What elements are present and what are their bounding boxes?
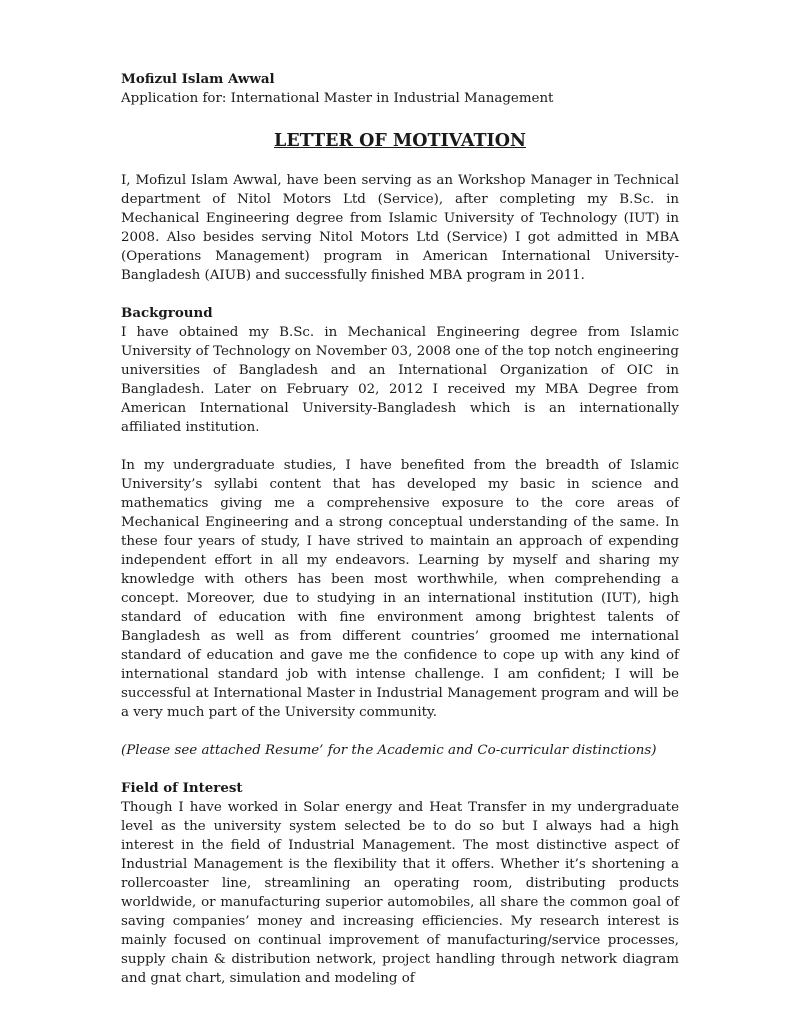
applicant-name: Mofizul Islam Awwal bbox=[121, 71, 275, 87]
background-paragraph-1: I have obtained my B.Sc. in Mechanical Engineering degree from Islamic University of Technology on November 03, 2008 one of the top notch engineering universities of Bangladesh and an International Organization of OIC in Bangladesh. Later on February 02, 2012 I received my MBA Degree from American International University-Bangladesh which is an internationally affiliated institution. bbox=[121, 325, 679, 435]
background-heading: Background bbox=[121, 305, 213, 321]
field-of-interest-heading: Field of Interest bbox=[121, 780, 243, 796]
background-paragraph-2: In my undergraduate studies, I have benefited from the breadth of Islamic University’s syllabi content that has developed my basic in science and mathematics giving me a comprehensive exposure to the core areas of Mechanical Engineering and a strong conceptual understanding of the same. In these four years of study, I have strived to maintain an approach of expending independent effort in all my endeavors. Learning by myself and sharing my knowledge with others has been most worthwhile, when comprehending a concept. Moreover, due to studying in an international institution (IUT), high standard of education with fine environment among brightest talents of Bangladesh as well as from different countries’ groomed me international standard of education and gave me the confidence to cope up with any kind of international standard job with intense challenge. I am confident; I will be successful at International Master in Industrial Management program and will be a very much part of the University community. bbox=[121, 458, 679, 720]
application-line: Application for: International Master in Industrial Management bbox=[121, 91, 554, 106]
intro-paragraph: I, Mofizul Islam Awwal, have been serving as an Workshop Manager in Technical department of Nitol Motors Ltd (Service), after completing my B.Sc. in Mechanical Engineering degree from Islamic University of Technology (IUT) in 2008. Also besides serving Nitol Motors Ltd (Service) I got admitted in MBA (Operations Management) program in American International University-Bangladesh (AIUB) and successfully finished MBA program in 2011. bbox=[121, 173, 679, 283]
letter-title: LETTER OF MOTIVATION bbox=[274, 131, 526, 151]
letter-body bbox=[121, 70, 679, 1007]
resume-note: (Please see attached Resume’ for the Academic and Co-curricular distinctions) bbox=[121, 743, 657, 758]
field-of-interest-paragraph: Though I have worked in Solar energy and Heat Transfer in my undergraduate level as the university system selected be to do so but I always had a high interest in the field of Industrial Management. The most distinctive aspect of Industrial Management is the flexibility that it offers. Whether it’s shortening a rollercoaster line, streamlining an operating room, distributing products worldwide, or manufacturing superior automobiles, all share the common goal of saving companies’ money and increasing efficiencies. My research interest is mainly focused on continual improvement of manufacturing/service processes, supply chain & distribution network, project handling through network diagram and gnat chart, simulation and modeling of bbox=[121, 800, 679, 986]
